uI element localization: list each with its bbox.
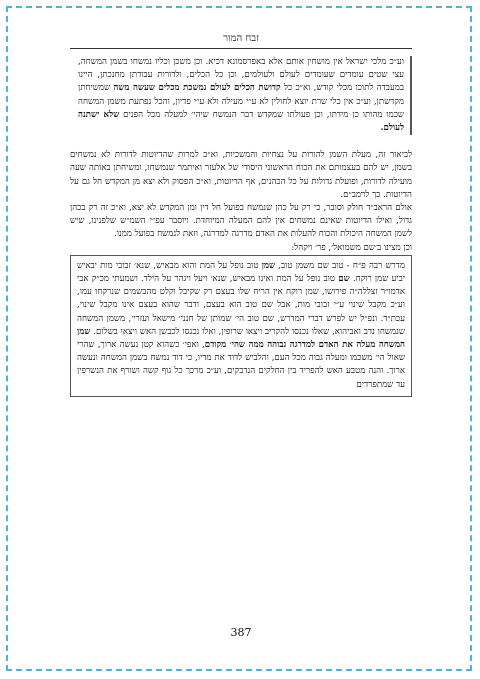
- quote-text-1: וע״כ מלכי ישראל אין מושחין אותם אלא באפרסמונא דכיא. וכן משכן וכליו נמשחו בשמן המשחה, עצי שטים עומדים שעומדים לעולם ולעולמים, וכן כל הכלים, ולדורות עבודתן מחנכתן, היינו במעבדה לתוכו מכלי קודש, וא״כ כל: [78, 57, 404, 94]
- citation-text-1: מדרש רבה פ״ח - טוב שם משמן טוב,: [275, 260, 405, 271]
- paragraph-explanation: לביאור זה, מעלת השמן להורות על נצחיות והמשכיות, וא״כ למרות שהדיוטות לדורות לא נמשחים בשמן, יש להם בעצמותם את הכוח הראשוני היסודי של אלעזר ואיתמר שנמשחו, ומשיחתן באותה שעה מועילה לדורות, ופועלת גדולות על כל הכהנים, אף הדיוטות, וא״כ הפסוק ולא יצא מן המקדש חל גם על הדיוטות. כך לרמב״ם.: [70, 150, 412, 200]
- running-header: זבח המור: [223, 33, 259, 44]
- quote-bold-2: שלא ישתנה לעולם.: [78, 109, 404, 134]
- citation-bold-3: שמן המשחה מעלה את האדם למדרגה גבוהה ממה שהי׳ מקודם: [77, 326, 405, 351]
- citation-text-2: טוב נופל על המת והוא מבאיש, שנא׳ זבובי מות יבאיש יביע שמן רוקח.: [77, 260, 405, 285]
- citation-bold-2: שם: [338, 274, 350, 285]
- header-rule: [70, 48, 412, 49]
- page-body: [70, 56, 412, 397]
- citation-paragraph: [77, 260, 405, 392]
- quote-bold-1: קדושת הכלים לעולם נמשכת מכלים שעשה משה: [113, 83, 281, 94]
- quote-text-2: שמשיחתן מקדשתן, וע״כ אין כלי שרת יוצא לחולין לא ע״י מעילה ולא ע״י פדיון, והכל נפתעת משמן המשחה שכמו מהותו כן מידתו, וכן פעולתו שמקדש דבר הנמשח שיהי׳ למעלה מכל הפנים: [78, 83, 404, 120]
- paragraph-raavad: אולם הראב״ד חולק וסובר, כי רק על כהן שנמשח בפועל חל דין ומן המקדש לא יצא, וא״כ זה רק בכהן גדול, ואילו הדיוטות שאינם נמשחים אין להם המעלה המיוחדת. ויוסבר עפ״י השמ״ש שלפנינו, שיש לשמן המשחה היכולת והכוח להעלות את האדם מדרגה למדרגה, וזאת לנמשח בפועל ממנו.: [70, 203, 412, 240]
- quote-paragraph: [78, 56, 404, 135]
- page-number: 387: [230, 626, 252, 639]
- citation-bold-1: שמן: [261, 260, 276, 271]
- citation-text-3: טוב נופל על המת ואינו מבאיש, שנא׳ ויעל ויגהר על הילד. ושמעתי מכ״ק אבי אדמו״ר זצללה״ה פירושו, שמן רוקח אין הריח שלו בעצם רק שקיבל וקלט מהבשמים שנרקחו עמו, וע״כ מקבל שינוי ע״י זבובי מות, אבל שם טוב הוא בעצם, ודבר שהוא בעצם אינו מקבל שינוי, עכת״ד. ונפ״ל יש לפרש דברי המדרש, שם טוב הי׳ שמותן של חנני׳ מישאל ועזרי׳, משמן המשחה שנמשחו נדב ואביהוא, שאלו נכנסו להקריב ויצאו שרופין, ואלו נכנסו לכבשן האש ויצאו בשלום.: [77, 274, 405, 337]
- citation-text-4: , ואפי׳ כשהוא קטן נעשה ארוך, שהרי שאול הי׳ משכמו ומעלה גבוה מכל העם, והלביש לדוד את מדיו, כי דוד נמשח בשמן המשחה ונעשה ארוך. והנה מטבע האש להפריד בין החלקים הנדבקים, וע״כ מרכך כל גוף קשה ושורף את הנשרפין עד שמתפרדים: [77, 340, 405, 390]
- source-line: וכן מצינו ב׳שם משמואל׳, פר׳ ויקהל:: [291, 242, 412, 253]
- midrash-citation-box: [70, 255, 412, 397]
- indented-quote: [78, 56, 412, 135]
